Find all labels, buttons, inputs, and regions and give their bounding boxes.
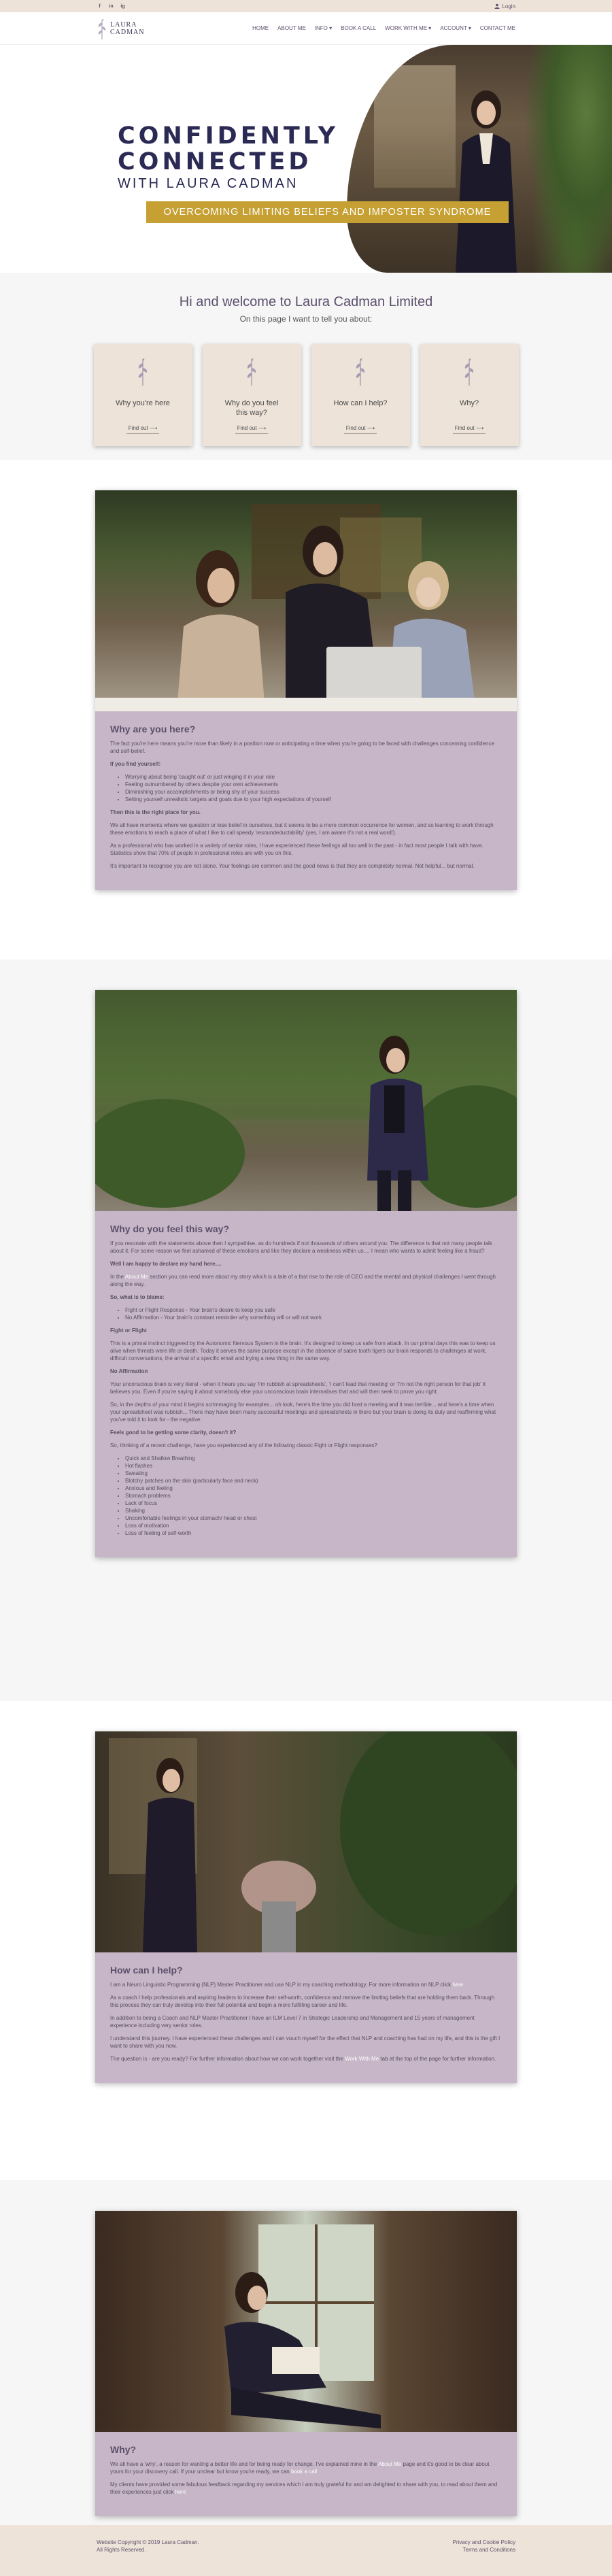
- paragraph: It's important to recognise you are not alone. Your feelings are common and the good news is that they are completely normal. Not helpful... but normal.: [110, 863, 475, 869]
- list-item: • Loss of feeling of self-worth: [125, 1529, 502, 1537]
- privacy-policy-link[interactable]: Privacy and Cookie Policy: [452, 2539, 515, 2545]
- nav-account[interactable]: ACCOUNT ▾: [440, 25, 471, 31]
- content-panel: [95, 1731, 517, 2083]
- hero-photo-foliage: [524, 45, 612, 273]
- footer-links: [453, 2539, 515, 2576]
- content-panel: [95, 990, 517, 1557]
- content-panel: [95, 2211, 517, 2516]
- paragraph: [110, 1981, 502, 1988]
- list-item: • Blotchy patches on the skin (particularly face and neck): [125, 1477, 502, 1485]
- list-item: • Quick and Shallow Breathing: [125, 1455, 502, 1462]
- card-why-youre-here[interactable]: [94, 344, 192, 446]
- nav-work-with-me[interactable]: WORK WITH ME ▾: [385, 25, 432, 31]
- section-why: [0, 2180, 612, 2525]
- section-heading: Why?: [110, 2444, 137, 2455]
- nav-book-a-call[interactable]: BOOK A CALL: [341, 25, 377, 31]
- nlp-info-link[interactable]: here: [452, 1982, 464, 1988]
- logo-text-line-1: LAURA: [110, 20, 137, 29]
- footer-copyright: [97, 2539, 199, 2576]
- list-item: • Shaking: [125, 1507, 502, 1514]
- work-with-me-link[interactable]: Work With Me: [345, 2056, 379, 2062]
- text-span: We all have a 'why', a reason for wanting a better life and for being ready for change. I've explained mine in the: [110, 2461, 377, 2467]
- paragraph: [110, 2055, 502, 2063]
- book-a-call-link[interactable]: book a call: [290, 2469, 318, 2475]
- hero-banner: OVERCOMING LIMITING BELIEFS AND IMPOSTER SYNDROME: [146, 201, 509, 223]
- leaf-icon: [245, 356, 258, 386]
- paragraph: As a professional who has worked in a variety of senior roles, I have experienced these feelings all too well in the past - in fact most people I talk with have. Statistics show that 70% of people in professional roles are with you on this.: [110, 843, 483, 856]
- welcome-title: Hi and welcome to Laura Cadman Limited: [179, 294, 433, 309]
- section-why-do-you-feel: [0, 960, 612, 1701]
- section-content: [95, 2432, 517, 2516]
- rights-text: All Rights Reserved.: [97, 2547, 146, 2553]
- paragraph: In addition to being a Coach and NLP Master Practitioner I have an ILM Level 7 in Strategic Leadership and Management and 15 years of management experience including very senior roles.: [110, 2015, 475, 2029]
- list-item: • No Affirmation - Your brain's constant reminder why something will or will not work: [125, 1314, 502, 1321]
- list-item: • Anxious and feeling: [125, 1485, 502, 1492]
- nav-contact-me[interactable]: CONTACT ME: [479, 25, 515, 31]
- hero-photo: [347, 45, 612, 273]
- main-nav: [252, 25, 515, 31]
- card-title: How can I help?: [333, 399, 388, 407]
- hero-subtitle: WITH LAURA CADMAN: [118, 176, 299, 191]
- social-links: [97, 3, 126, 10]
- text-span: My clients have provided some fabulous feedback regarding my services which I am truly grateful for and am delighted to share with you, to read about them and their experiences just click: [110, 2481, 498, 2495]
- nav-about-me[interactable]: ABOUT ME: [277, 25, 306, 31]
- text-span: section you can read more about my story which is a tale of a fast rise to the role of CEO and the mental and physical challenges I went through along the way.: [110, 1274, 496, 1287]
- paragraph: So, thinking of a recent challenge, have you experienced any of the following classic Fight or Flight responses?: [110, 1442, 377, 1448]
- welcome-subtitle: On this page I want to tell you about:: [239, 314, 373, 324]
- list-item: • Setting yourself unrealistic targets and goals due to your high expectations of yourself: [125, 796, 502, 803]
- logo-text-line-2: CADMAN: [110, 28, 145, 36]
- card-why[interactable]: [420, 344, 519, 446]
- photo-illustration: [95, 2211, 517, 2432]
- photo-three-women-laptop: [95, 490, 517, 711]
- paragraph: This is a primal instinct triggered by the Autonomic Nervous System in the brain. It's designed to keep us safe from attack. In our primal days this was to keep us alive when threats were life or death. Today it serves the same purpose except in the absence of sabre tooth tigers our brain responds to challenges at work, difficult conversations, the arrival of a specific email and trying a new thing in the same way.: [110, 1340, 496, 1361]
- card-find-out-link[interactable]: Find out ⟶: [311, 425, 410, 434]
- hero-title-line-2: CONNECTED: [118, 148, 312, 175]
- paragraph: So, what is to blame:: [110, 1294, 165, 1300]
- testimonials-link[interactable]: here: [175, 2489, 186, 2495]
- about-me-link[interactable]: About Me: [124, 1274, 149, 1280]
- nav-info[interactable]: INFO ▾: [314, 25, 333, 31]
- hero-photo-window: [374, 65, 456, 188]
- terms-link[interactable]: Terms and Conditions: [462, 2547, 515, 2553]
- photo-illustration: [95, 490, 517, 711]
- list-item: • Feeling outnumbered by others despite your own achievements: [125, 781, 502, 788]
- card-title: Why you're here: [116, 399, 170, 407]
- text-span: tab at the top of the page for further information.: [380, 2056, 496, 2062]
- content-panel: [95, 490, 517, 890]
- paragraph: We all have moments where we question or lose belief in ourselves, but it seems to be a more common occurrence for women, and so learning to work through these emotions to reach a place of what I like to call speedy 'resoundeductability' (yes, I am aware it's not a real word!).: [110, 822, 494, 836]
- paragraph: [110, 1273, 502, 1288]
- paragraph: As a coach I help professionals and aspiring leaders to increase their self-worth, confidence and remove the limiting beliefs that are holding them back. Through this process they can truly develop into their full potential and begin a more fulfilling career and life.: [110, 1995, 495, 2008]
- paragraph: Then this is the right place for you.: [110, 809, 201, 815]
- about-me-link[interactable]: About Me: [378, 2461, 402, 2467]
- paragraph: [110, 2460, 502, 2475]
- section-why-are-you-here: [0, 460, 612, 960]
- list-item: • Fight or Flight Response - Your brain's desire to keep you safe: [125, 1306, 502, 1314]
- photo-laura-writing: [95, 2211, 517, 2432]
- site-header: [0, 12, 612, 45]
- card-find-out-link[interactable]: Find out ⟶: [94, 425, 192, 434]
- logo-text: [110, 21, 144, 36]
- section-heading: Why are you here?: [110, 724, 196, 734]
- bullet-list: [125, 773, 502, 803]
- list-item: • Uncomfortable feelings in your stomach/ head or chest: [125, 1514, 502, 1522]
- bullet-list: [125, 1306, 502, 1321]
- linkedin-icon[interactable]: in: [109, 3, 114, 9]
- paragraph: Fight or Flight: [110, 1327, 147, 1334]
- paragraph: If you resonate with the statements above then I sympathise, as do hundreds if not thousands of others around you. The difference is that not many people talk about it. For some reason we feel ashamed of these emotions and like they declare a weakness within us.... I mean who wants to admit feeling like a fraud?: [110, 1240, 492, 1254]
- login-link[interactable]: [494, 3, 515, 10]
- paragraph: If you find yourself:: [110, 761, 161, 767]
- paragraph: Your unconscious brain is very literal - when it hears you say 'I'm rubbish at spreadsheets', 'I can't lead that meeting' or 'I'm not the right person for that job' it believes you. Even if you're saying it about somebody else your unconscious brain internalises that and will then seek to prove you right.: [110, 1381, 486, 1395]
- paragraph: [110, 2481, 502, 2496]
- topic-cards: [0, 344, 612, 446]
- site-logo[interactable]: [97, 17, 144, 40]
- facebook-icon[interactable]: f: [99, 3, 101, 9]
- card-why-do-you-feel[interactable]: [203, 344, 301, 446]
- photo-laura-garden: [95, 990, 517, 1211]
- section-heading: Why do you feel this way?: [110, 1223, 230, 1234]
- text-span: The question is - are you ready? For further information about how we can work together visit the: [110, 2056, 343, 2062]
- leaf-logo-icon: [97, 17, 107, 40]
- list-item: • Lack of focus: [125, 1499, 502, 1507]
- paragraph: No Affirmation: [110, 1368, 148, 1374]
- site-footer: [0, 2525, 612, 2576]
- text-span: page and it's good to be clear about yours for your discovery call. If your unclear but know you're ready, we can: [110, 2461, 490, 2475]
- bullet-list: [125, 1455, 502, 1537]
- list-item: • Stomach problems: [125, 1492, 502, 1499]
- card-find-out-link[interactable]: Find out ⟶: [420, 425, 519, 434]
- list-item: • Worrying about being 'caught out' or just winging it in your role: [125, 773, 502, 781]
- section-content: [95, 711, 517, 890]
- list-item: • Sweating: [125, 1470, 502, 1477]
- card-find-out-link[interactable]: Find out ⟶: [203, 425, 301, 434]
- list-item: • Loss of motivation: [125, 1522, 502, 1529]
- user-icon: [494, 3, 500, 9]
- text-span: In the: [110, 1274, 124, 1280]
- photo-illustration: [95, 990, 517, 1211]
- paragraph: So, in the depths of your mind it begins scrimmaging for examples... oh look, here's the time you did host a meeting and it was terrible... and here's a time when your spreadsheet was rubbish... There may have been many successful meetings and spreadsheets in there but your brain is doing its duty and reaffirming what you've told it to look for - the negative.: [110, 1402, 496, 1423]
- paragraph: The fact you're here means you're more than likely in a position now or anticipating a time when you're going to be faced with challenges concerning confidence and self-belief.: [110, 741, 494, 754]
- paragraph: Feels good to be getting some clarity, doesn't it?: [110, 1429, 237, 1436]
- instagram-icon[interactable]: ig: [120, 3, 125, 9]
- card-how-can-i-help[interactable]: [311, 344, 410, 446]
- login-label: Login: [502, 3, 515, 10]
- text-span: I am a Neuro Linguistic Programming (NLP) Master Practitioner and use NLP in my coaching methodology. For more information on NLP click: [110, 1982, 452, 1988]
- section-how-can-i-help: [0, 1701, 612, 2180]
- list-item: • Diminishing your accomplishments or being shy of your success: [125, 788, 502, 796]
- section-content: [95, 1952, 517, 2083]
- leaf-icon: [463, 356, 475, 386]
- hero-title-line-1: CONFIDENTLY: [118, 122, 339, 150]
- section-heading: How can I help?: [110, 1965, 183, 1976]
- leaf-icon: [354, 356, 367, 386]
- paragraph: I understand this journey. I have experienced these challenges and I can vouch myself for the effect that NLP and coaching has had on my life, and this is the gift I want to share with you now.: [110, 2035, 500, 2049]
- hero: [0, 45, 612, 273]
- photo-illustration: [95, 1731, 517, 1952]
- nav-home[interactable]: HOME: [252, 25, 269, 31]
- card-title: Why do you feel this way?: [224, 399, 279, 417]
- leaf-icon: [137, 356, 149, 386]
- top-bar: [0, 0, 612, 12]
- section-content: [95, 1211, 517, 1557]
- photo-laura-interior: [95, 1731, 517, 1952]
- card-title: Why?: [459, 399, 479, 407]
- hero-person-illustration: [449, 82, 524, 273]
- list-item: • Hot flashes: [125, 1462, 502, 1470]
- hero-title: [118, 123, 339, 175]
- copyright-text: Website Copyright © 2019 Laura Cadman.: [97, 2539, 199, 2545]
- welcome-section: [0, 273, 612, 460]
- paragraph: Well I am happy to declare my hand here....: [110, 1261, 222, 1267]
